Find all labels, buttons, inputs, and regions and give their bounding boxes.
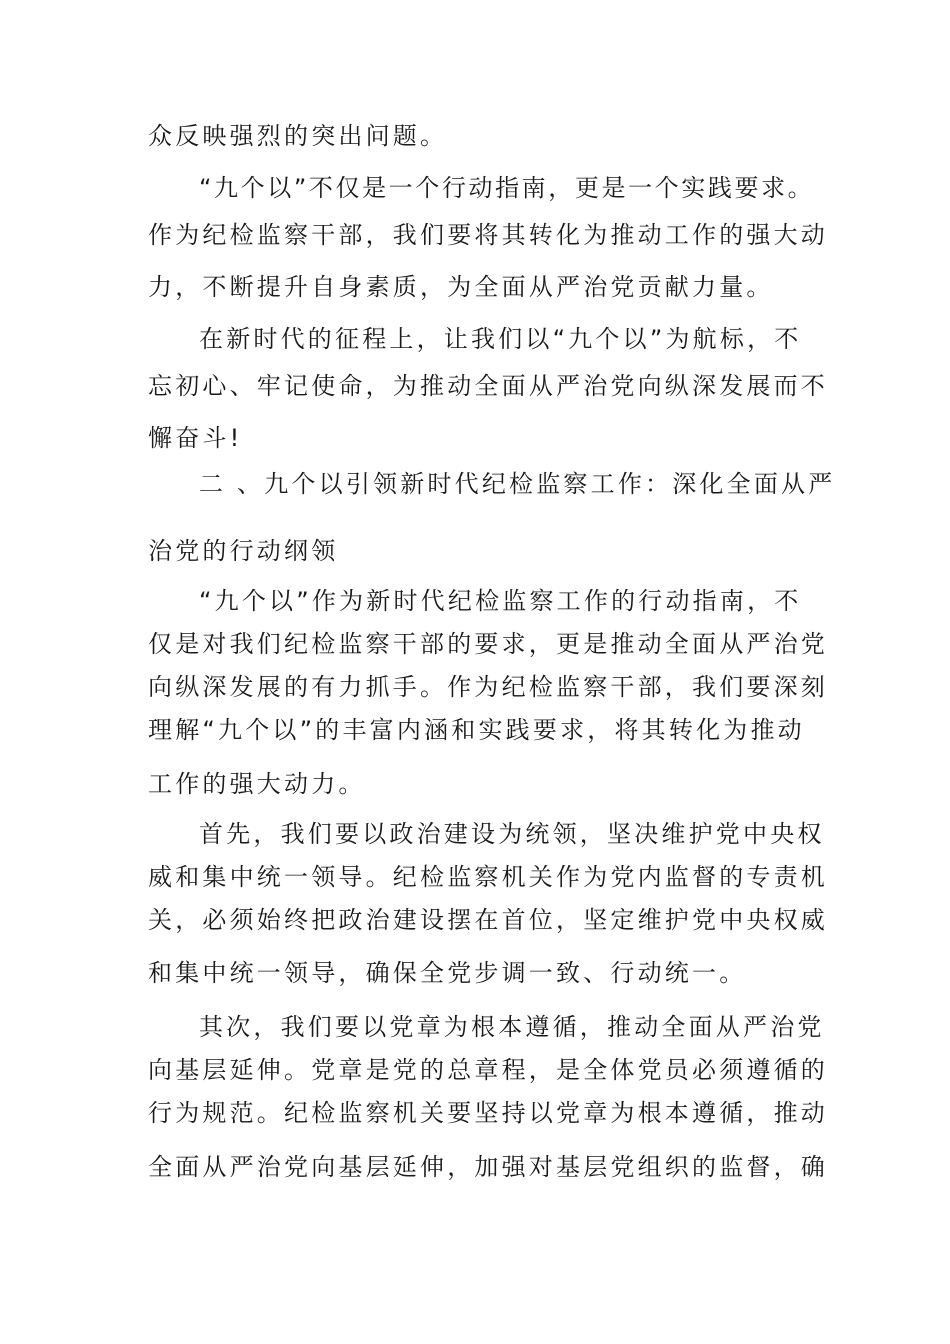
- line-text: 力，不断提升自身素质，为全面从严治党贡献力量。: [148, 273, 774, 301]
- line-text: 懈奋斗!: [148, 424, 243, 452]
- line-text: 威和集中统一领导。纪检监察机关作为党内监督的专责机: [148, 863, 828, 891]
- line-text: 忘初心、牢记使命，为推动全面从严治党向纵深发展而不: [148, 372, 828, 400]
- paragraph-line: [0, 322, 950, 356]
- line-text: 行为规范。纪检监察机关要坚持以党章为根本遵循，推动: [148, 1099, 828, 1127]
- line-text: 向基层延伸。党章是党的总章程，是全体党员必须遵循的: [148, 1056, 828, 1084]
- line-text: 首先，我们要以政治建设为统领，坚决维护党中央权: [199, 820, 825, 848]
- paragraph-line: [0, 817, 950, 851]
- paragraph-line: [0, 584, 950, 618]
- line-text: “九个以”作为新时代纪检监察工作的行动指南，不: [199, 587, 802, 615]
- section-heading: [0, 534, 950, 568]
- section-heading-text: 治党的行动纲领: [148, 537, 339, 565]
- line-text: 众反映强烈的突出问题。: [148, 122, 448, 150]
- paragraph-line: [0, 956, 950, 990]
- line-text: 作为纪检监察干部，我们要将其转化为推动工作的强大动: [148, 221, 828, 249]
- section-heading: [0, 467, 950, 501]
- paragraph-line: [0, 1150, 950, 1184]
- line-text: 工作的强大动力。: [148, 770, 366, 798]
- line-text: 向纵深发展的有力抓手。作为纪检监察干部，我们要深刻: [148, 673, 828, 701]
- paragraph-line: [0, 119, 950, 153]
- line-text: 在新时代的征程上，让我们以“九个以”为航标，不: [199, 325, 802, 353]
- paragraph-line: [0, 218, 950, 252]
- paragraph-line: [0, 767, 950, 801]
- line-text: 和集中统一领导，确保全党步调一致、行动统一。: [148, 959, 747, 987]
- line-text: “九个以”不仅是一个行动指南，更是一个实践要求。: [199, 174, 815, 202]
- line-text: 其次，我们要以党章为根本遵循，推动全面从严治党: [199, 1013, 825, 1041]
- line-text: 理解“九个以”的丰富内涵和实践要求，将其转化为推动: [148, 716, 805, 744]
- paragraph-line: [0, 421, 950, 455]
- paragraph-line: [0, 171, 950, 205]
- paragraph-line: [0, 369, 950, 403]
- paragraph-line: [0, 713, 950, 747]
- line-text: 关，必须始终把政治建设摆在首位，坚定维护党中央权威: [148, 906, 828, 934]
- paragraph-line: [0, 627, 950, 661]
- paragraph-line: [0, 860, 950, 894]
- paragraph-line: [0, 903, 950, 937]
- section-heading-text: 二 、九个以引领新时代纪检监察工作：深化全面从严: [199, 470, 836, 498]
- line-text: 全面从严治党向基层延伸，加强对基层党组织的监督，确: [148, 1153, 828, 1181]
- paragraph-line: [0, 1096, 950, 1130]
- paragraph-line: [0, 1010, 950, 1044]
- line-text: 仅是对我们纪检监察干部的要求，更是推动全面从严治党: [148, 630, 828, 658]
- paragraph-line: [0, 1053, 950, 1087]
- paragraph-line: [0, 670, 950, 704]
- paragraph-line: [0, 270, 950, 304]
